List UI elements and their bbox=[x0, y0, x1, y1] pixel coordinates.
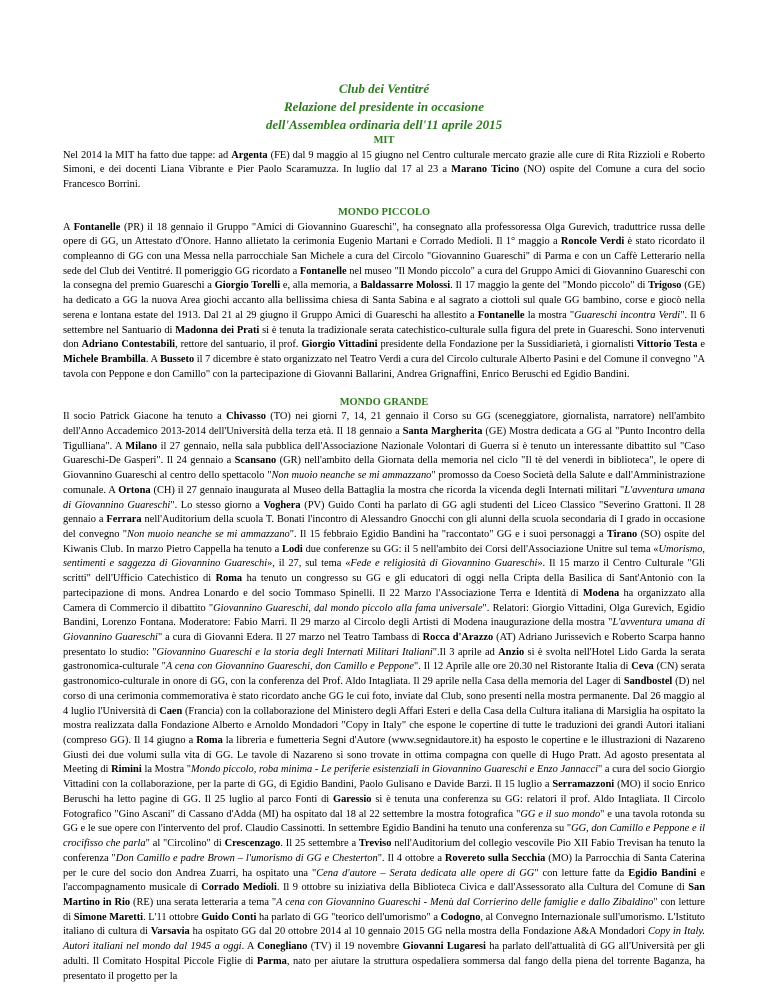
text-run: ". Il 6 settembre nel Santuario di bbox=[63, 309, 705, 336]
bold-name: Egidio Bandini bbox=[628, 867, 697, 879]
bold-name: Chivasso bbox=[226, 411, 266, 423]
bold-name: Treviso bbox=[358, 838, 392, 850]
text-run: (SO) ospite del Kiwanis Club. In marzo Pietro Cappella ha tenuto a bbox=[63, 528, 705, 555]
section-paragraph-mondo-grande bbox=[63, 410, 705, 984]
text-run: " promosso da Coeso Società della Salute e dall'Amministrazione comunale. A bbox=[63, 470, 705, 496]
italic-title: GG, don Camillo e Peppone e il crocifisso che parla bbox=[63, 823, 705, 850]
bold-name: Guido Conti bbox=[201, 911, 257, 923]
text-run: . A bbox=[145, 354, 161, 366]
italic-title: Non muoio neanche se mi ammazzano bbox=[127, 528, 290, 540]
bold-name: Roma bbox=[215, 573, 243, 585]
italic-title: Don Camillo e padre Brown – l'umorismo di GG e Chesterton bbox=[115, 852, 378, 864]
text-run: il 7 dicembre è stato organizzato nel Teatro Verdi a cura del Circolo culturale Alberto Pasini e del Comune il convegno "A tavola con Peppone e don Camillo" con la partecipazione di Giovanni Ballarini, Andrea Grignaffini, Enrico Beruschi ed Egidio Bandini. bbox=[63, 354, 705, 380]
text-run: ». Il 15 marzo il Centro Culturale "Gli scritti" dell'Ufficio Catechistico di bbox=[63, 558, 705, 585]
section-paragraph-mondo-piccolo bbox=[63, 221, 705, 383]
text-run: A bbox=[63, 221, 74, 233]
text-run: (CH) il 27 gennaio inaugurata al Museo della Battaglia la mostra che ricorda la vicenda degli Internati militari " bbox=[150, 484, 625, 496]
bold-name: Corrado Medioli bbox=[201, 882, 277, 894]
bold-name: Fontanelle bbox=[477, 309, 525, 321]
text-run: . Il 17 maggio la gente del "Mondo piccolo" di bbox=[450, 280, 649, 292]
text-run: la libreria e fumetteria Segni d'Autore (www.segnidautore.it) ha esposto le copertine e le illustrazioni di Nazareno Giusti dei due volumi sulla vita di GG. Le tavole di Nazareno si sono trovate in ottima compagna con quelle di Hugo Pratt. Ad agosto presentata al Meeting di bbox=[63, 735, 705, 776]
text-run: e l'accompagnamento musicale di bbox=[63, 867, 706, 894]
bold-name: Madonna dei Prati bbox=[175, 324, 260, 336]
text-run: " e una tavola rotonda su GG e le sue opere con l'intervento del prof. Claudio Cassinotti. In settembre Egidio Bandini ha tenuto una conferenza su " bbox=[63, 808, 705, 835]
bold-name: Michele Brambilla bbox=[63, 354, 146, 366]
text-run: , nato per aiutare la struttura ospedaliera sommersa dal fango della piena del torrente Baganza, ha presentato il progetto per la bbox=[63, 955, 706, 982]
bold-name: Vittorio Testa bbox=[636, 339, 698, 351]
text-run: (Francia) con la collaborazione del Ministero degli Affari Esteri e della Casa della Cultura italiana di Marsiglia ha ospitato la mostra realizzata dalla Fondazione Alberto e Arnoldo Mondadori "Copy in Italy" che espone le copertine di tutte le traduzioni dei grandi Autori italiani (compreso GG). Il 14 giugno a bbox=[63, 705, 705, 747]
text-run: », il 27, sul tema « bbox=[267, 558, 351, 570]
bold-name: Giovanni Lugaresi bbox=[402, 941, 486, 953]
report-subtitle: dell'Assemblea ordinaria dell'11 aprile 2015 bbox=[265, 117, 503, 132]
text-run: ". Lo stesso giorno a bbox=[170, 499, 264, 511]
bold-name: Codogno bbox=[440, 911, 481, 923]
bold-name: Serramazzoni bbox=[552, 779, 615, 791]
text-run: ha organizzato alla Camera di Commercio il dibattito " bbox=[63, 587, 706, 614]
italic-title: Mondo piccolo, roba minima - Le periferie esistenziali in Giovannino Guareschi e Enzo Jannacci bbox=[191, 764, 598, 776]
bold-name: Fontanelle bbox=[299, 265, 347, 277]
italic-title: A cena con Giovannino Guareschi - Menù dal Corrierino delle famiglie e dallo Zibaldino bbox=[276, 896, 654, 908]
text-run: (TV) il 19 novembre bbox=[307, 941, 403, 953]
bold-name: Roma bbox=[196, 735, 223, 747]
report-title: Relazione del presidente in occasione bbox=[283, 99, 485, 114]
bold-name: Rimini bbox=[111, 764, 142, 776]
bold-name: Baldassarre Molossi bbox=[360, 280, 451, 292]
italic-title: Giovannino Guareschi e la storia degli Internati Militari Italiani bbox=[156, 646, 433, 658]
text-run: (AT) Adriano Jurissevich e Roberto Scarpa hanno presentato lo studio: " bbox=[63, 632, 706, 658]
italic-title: Non muoio neanche se mi ammazzano bbox=[271, 470, 432, 482]
text-run: " con letture fatte da bbox=[534, 867, 629, 879]
italic-title: Cena d'autore – Serata dedicata alle opere di GG bbox=[316, 867, 535, 879]
text-run: si è tenuta la tradizionale serata catechistico-culturale sulla figura del prete in Guareschi. Sono intervenuti don bbox=[63, 324, 705, 351]
bold-name: Marano Ticino bbox=[451, 164, 520, 176]
text-run: è stato ricordato il compleanno di GG con una Messa nella parrocchiale San Michele a cura del Circolo "Giovannino Guareschi" di Parma e con un Caffè Letterario nella sede del Club dei Ventitré. Il pomeriggio GG ricordato a bbox=[63, 236, 705, 277]
text-run: (CN) serata gastronomico-culturale in onore di GG, con la conferenza del Prof. Aldo Intagliata. Il 29 aprile nella Casa della memoria del Lager di bbox=[63, 661, 706, 688]
bold-name: Conegliano bbox=[257, 941, 308, 953]
italic-title: GG e il suo mondo bbox=[520, 808, 601, 820]
italic-title: L'avventura umana di Giovannino Guareschi bbox=[63, 484, 705, 511]
text-run: e, alla memoria, a bbox=[280, 280, 361, 292]
text-run: ".Il 3 aprile ad bbox=[432, 646, 499, 658]
text-run: ha tenuto un congresso su GG e gli educatori di oggi nella Cripta della Basilica di Sant'Antonio con la partecipazione di mons. Andrea Lonardo e del socio Tommaso Spinelli. Il 22 Marzo l'Associazione Terra e Identità di bbox=[63, 573, 705, 599]
bold-name: Milano bbox=[125, 440, 158, 452]
bold-name: Rocca d'Arazzo bbox=[422, 632, 494, 643]
text-run: nell'Auditorium del collegio vescovile Pio XII Fabio Trevisan ha tenuto la conferenza " bbox=[63, 838, 706, 864]
bold-name: Simone Maretti bbox=[73, 911, 144, 923]
section-heading-mondo-grande: MONDO GRANDE bbox=[339, 396, 429, 408]
bold-name: Modena bbox=[582, 587, 620, 599]
bold-name: Varsavia bbox=[150, 926, 190, 938]
italic-title: Guareschi incontra Verdi bbox=[574, 309, 681, 321]
text-run: " a cura di Giovanni Edera. Il 27 marzo nel Teatro Tambass di bbox=[157, 632, 423, 643]
text-run: ha ospitato GG dal 20 ottobre 2014 al 10 gennaio 2015 GG nella mostra della Fondazione A&A Mondadori bbox=[189, 926, 649, 938]
text-run: . Il 25 settembre a bbox=[280, 838, 359, 850]
bold-name: Ceva bbox=[631, 661, 654, 673]
text-run: la mostra " bbox=[524, 309, 575, 321]
italic-title: A cena con Giovannino Guareschi, don Camillo e Peppone bbox=[165, 661, 414, 673]
bold-name: Roncole Verdi bbox=[560, 236, 625, 248]
text-run: . Il 9 ottobre su iniziativa della Biblioteca Civica e dall'Assessorato alla Cultura del Comune di bbox=[276, 882, 689, 894]
text-run: due conferenze su GG: il 5 nell'ambito dei Corsi dell'Associazione Unitre sul tema « bbox=[302, 543, 659, 555]
bold-name: Parma bbox=[256, 955, 287, 967]
text-run: . L'11 ottobre bbox=[143, 911, 202, 923]
text-run: (GR) nell'ambito della Giornata della memoria nel ciclo "Il tè del venerdì in biblioteca", le opere di Giovannino Guareschi al centro dello spettacolo " bbox=[63, 455, 705, 482]
text-run: ". Relatori: Giorgio Vittadini, Olga Gurevich, Egidio Bandini, Lorenzo Fontana. Moderatore: Fabio Marri. Il 29 marzo al Circolo degli Artisti di Modena inaugurazione della mostra " bbox=[63, 602, 705, 629]
bold-name: Caen bbox=[159, 705, 183, 717]
italic-title: Fede e religiosità di Giovannino Guareschi bbox=[350, 558, 538, 570]
bold-name: Rovereto sulla Secchia bbox=[444, 852, 546, 864]
club-name: Club dei Ventitré bbox=[338, 81, 430, 96]
text-run: (FE) dal 9 maggio al 15 giugno nel Centro culturale mercato grazie alle cure di Rita Rizzioli e Roberto Simoni, e dei docenti Liana Vibrante e Pier Paolo Scaramuzza. In luglio dal 17 al 23 a bbox=[63, 149, 705, 176]
text-run: " a cura del socio Giorgio Vittadini con la collaborazione, per la parte di GG, di Egidio Bandini, Paolo Gulisano e Davide Barzi. Il 15 luglio a bbox=[63, 764, 706, 791]
bold-name: Crescenzago bbox=[224, 838, 281, 850]
text-run: (NO) ospite del Comune a cura del socio Francesco Borrini. bbox=[63, 164, 705, 191]
text-run: . A bbox=[241, 941, 258, 953]
bold-name: Sandbostel bbox=[623, 676, 673, 688]
text-run: ha parlato di GG "teorico dell'umorismo" a bbox=[256, 911, 441, 923]
bold-name: Ortona bbox=[118, 484, 151, 496]
text-run: nell'Auditorium della scuola T. Bonati l'incontro di Alessandro Gnocchi con gli alunni della scuola secondaria di I grado in occasione del convegno " bbox=[63, 514, 705, 540]
bold-name: Voghera bbox=[263, 499, 301, 511]
bold-name: Trigoso bbox=[648, 280, 682, 292]
text-run: , rettore del santuario, il prof. bbox=[175, 339, 302, 351]
section-paragraph-mit bbox=[63, 149, 705, 193]
text-run: presidente della Fondazione per la Sussidiarietà, i giornalisti bbox=[377, 339, 637, 351]
bold-name: Ferrara bbox=[106, 514, 142, 526]
bold-name: Santa Margherita bbox=[402, 425, 483, 437]
text-run: Nel 2014 la MIT ha fatto due tappe: ad bbox=[63, 149, 232, 161]
italic-title: L'avventura umana di Giovannino Guareschi bbox=[63, 617, 706, 643]
text-run: ". Il 15 febbraio Egidio Bandini ha "raccontato" GG e i suoi personaggi a bbox=[289, 528, 607, 540]
italic-title: Giovannino Guareschi, dal mondo piccolo alla fama universale bbox=[213, 602, 483, 614]
italic-title: Copy in Italy. Autori italiani nel mondo dal 1945 a oggi bbox=[63, 926, 705, 953]
text-run: ha parlato dell'attualità di GG all'Università per gli adulti. Il Comitato Hospital Piccole Figlie di bbox=[63, 941, 705, 967]
bold-name: Giorgio Torelli bbox=[214, 280, 281, 292]
text-run: (MO) il socio Enrico Beruschi ha letto pagine di GG. Il 25 luglio al parco Fonti di bbox=[63, 779, 705, 805]
text-run: ". Il 4 ottobre a bbox=[377, 852, 445, 864]
bold-name: Fontanelle bbox=[73, 221, 121, 233]
document-title bbox=[63, 80, 705, 134]
bold-name: Anzio bbox=[498, 646, 525, 658]
text-run: il 27 gennaio, nella sala pubblica dell'Associazione Nazionale Volontari di Guerra si è tenuto un interessante dibattito sul "Caso Guareschi-De Gasperi". Il 24 gennaio a bbox=[63, 440, 705, 467]
text-run: (D) nel corso di una cerimonia commemorativa è stato ricordato anche GG le cui foto, inviate dal Club, sono presenti nella mostra permanente. Dal 26 maggio al 4 luglio l'Università di bbox=[63, 676, 705, 717]
text-run: si è tenuta una conferenza su GG: relatori il prof. Aldo Intagliata. Il Circolo Fotografico "Gino Ascani" di Cassano d'Adda (MI) ha ospitato dal 18 al 22 settembre la mostra fotografica " bbox=[63, 793, 705, 820]
text-run: , al Convegno Internazionale sull'umorismo. L'Istituto italiano di cultura di bbox=[63, 911, 705, 938]
bold-name: Tirano bbox=[606, 528, 638, 540]
text-run: (RE) una serata letteraria a tema " bbox=[130, 896, 277, 908]
text-run: (PR) il 18 gennaio il Gruppo "Amici di Giovannino Guareschi", ha consegnato alla professoressa Olga Gurevich, traduttrice russa delle opere di GG, un Attestato d'Onore. Hanno allietato la cerimonia Eugenio Martani e Corrado Medioli. Il 1° maggio a bbox=[63, 221, 705, 248]
text-run: (PV) Guido Conti ha parlato di GG agli studenti del Liceo Classico "Severino Grattoni. Il 28 gennaio a bbox=[63, 499, 706, 526]
section-heading-mondo-piccolo: MONDO PICCOLO bbox=[337, 206, 431, 218]
text-run: e bbox=[697, 339, 705, 351]
bold-name: Garessio bbox=[333, 793, 372, 805]
text-run: " al "Circolino" di bbox=[145, 838, 225, 850]
bold-name: Adriano Contestabili bbox=[81, 339, 176, 351]
bold-name: Lodi bbox=[282, 543, 303, 555]
section-heading-mit: MIT bbox=[373, 135, 395, 146]
bold-name: Giorgio Vittadini bbox=[301, 339, 378, 351]
bold-name: San Martino in Rio bbox=[63, 882, 705, 908]
bold-name: Argenta bbox=[231, 149, 268, 161]
bold-name: Scansano bbox=[234, 455, 277, 467]
text-run: (TO) nei giorni 7, 14, 21 gennaio il Corso su GG (sceneggiatore, giornalista, narratore) nell'ambito dell'Anno Accademico 2013-2014 dell'Università della terza età. Il 18 gennaio a bbox=[63, 411, 706, 437]
text-run: nel museo "Il Mondo piccolo" a cura del Gruppo Amici di Giovannino Guareschi con la consegna del premio Guareschi a bbox=[63, 265, 706, 292]
text-run: (MO) la Parrocchia di Santa Caterina per le cure del socio don Andrea Zuarri, ha ospitato una " bbox=[63, 852, 705, 879]
text-run: (GE) ha dedicato a GG la nuova Area giochi accanto alla bellissima chiesa di Santa Sabina e al sagrato a ciottoli sul quale GG bambino, corse e giocò nella serena e lontana estate del 1913. Dal 21 al 29 giugno il Gruppo Amici di Guareschi ha allestito a bbox=[63, 280, 706, 321]
bold-name: Busseto bbox=[160, 354, 195, 366]
text-run: si è svolta nell'Hotel Lido Garda la serata gastronomica-culturale " bbox=[63, 646, 705, 673]
italic-title: Umorismo, sentimenti e saggezza di Giovannino Guareschi bbox=[63, 543, 705, 570]
text-run: " con letture di bbox=[63, 896, 705, 923]
text-run: Il socio Patrick Giacone ha tenuto a bbox=[63, 411, 227, 423]
text-run: la Mostra " bbox=[141, 764, 192, 776]
text-run: ". Il 12 Aprile alle ore 20.30 nel Ristorante Italia di bbox=[413, 661, 632, 673]
text-run: (GE) Mostra dedicata a GG al "Punto Incontro della Tigulliana". A bbox=[63, 425, 705, 452]
